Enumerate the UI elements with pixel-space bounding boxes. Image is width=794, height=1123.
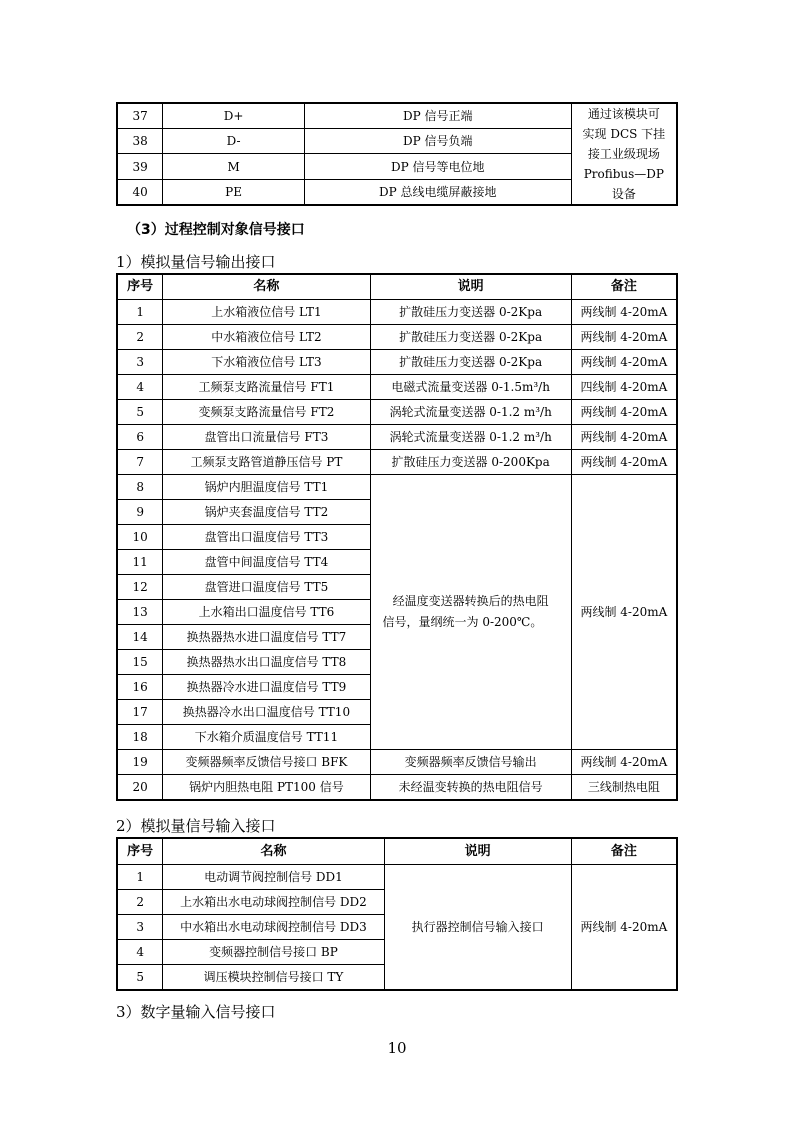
row-desc: 扩散硅压力变送器 0-2Kpa xyxy=(370,350,571,375)
row-name: 换热器热水进口温度信号 TT7 xyxy=(163,625,370,650)
row-no: 17 xyxy=(117,700,163,725)
table-row xyxy=(117,475,677,500)
row-no: 7 xyxy=(117,450,163,475)
sub-2-title: 2）模拟量信号输入接口 xyxy=(116,817,276,835)
row-no: 16 xyxy=(117,675,163,700)
table-row xyxy=(117,325,677,350)
row-no: 6 xyxy=(117,425,163,450)
row-desc: DP 总线电缆屏蔽接地 xyxy=(304,179,571,205)
table-row xyxy=(117,350,677,375)
table-row xyxy=(117,450,677,475)
row-name: 中水箱液位信号 LT2 xyxy=(163,325,370,350)
row-pin: D- xyxy=(163,129,304,154)
note-line: 接工业级现场 xyxy=(587,147,660,161)
dp-pin-table xyxy=(116,102,678,206)
row-desc: 扩散硅压力变送器 0-200Kpa xyxy=(370,450,571,475)
input-desc: 执行器控制信号输入接口 xyxy=(384,865,571,991)
row-no: 19 xyxy=(117,750,163,775)
row-note: 三线制热电阻 xyxy=(571,775,677,801)
row-name: 盘管进口温度信号 TT5 xyxy=(163,575,370,600)
table-row xyxy=(117,400,677,425)
row-no: 14 xyxy=(117,625,163,650)
row-note: 四线制 4-20mA xyxy=(571,375,677,400)
row-name: 换热器冷水进口温度信号 TT9 xyxy=(163,675,370,700)
row-no: 3 xyxy=(117,915,163,940)
col-header: 备注 xyxy=(571,274,677,300)
row-no: 11 xyxy=(117,550,163,575)
row-no: 10 xyxy=(117,525,163,550)
row-desc: 变频器频率反馈信号输出 xyxy=(370,750,571,775)
table-header-row xyxy=(117,274,677,300)
row-name: 工频泵支路管道静压信号 PT xyxy=(163,450,370,475)
row-name: 上水箱出口温度信号 TT6 xyxy=(163,600,370,625)
col-header: 序号 xyxy=(117,838,163,865)
row-pin: PE xyxy=(163,179,304,205)
row-name: 锅炉内胆温度信号 TT1 xyxy=(163,475,370,500)
note-line: Profibus—DP xyxy=(583,167,664,181)
row-name: 调压模块控制信号接口 TY xyxy=(163,965,384,991)
table-row xyxy=(117,103,677,129)
row-no: 1 xyxy=(117,300,163,325)
sub-3-title: 3）数字量输入信号接口 xyxy=(116,1003,276,1021)
row-name: 工频泵支路流量信号 FT1 xyxy=(163,375,370,400)
row-desc: 涡轮式流量变送器 0-1.2 m³/h xyxy=(370,400,571,425)
row-no: 8 xyxy=(117,475,163,500)
row-name: 换热器热水出口温度信号 TT8 xyxy=(163,650,370,675)
row-no: 39 xyxy=(117,154,163,179)
table-row xyxy=(117,775,677,801)
col-header: 序号 xyxy=(117,274,163,300)
analog-input-table xyxy=(116,837,678,991)
row-desc: DP 信号负端 xyxy=(304,129,571,154)
col-header: 名称 xyxy=(163,838,384,865)
temp-desc-line: 信号，量纲统一为 0-200℃。 xyxy=(382,615,543,629)
dp-note xyxy=(571,103,677,205)
row-name: 下水箱液位信号 LT3 xyxy=(163,350,370,375)
row-desc: DP 信号等电位地 xyxy=(304,154,571,179)
row-name: 锅炉内胆热电阻 PT100 信号 xyxy=(163,775,370,801)
row-no: 15 xyxy=(117,650,163,675)
row-no: 9 xyxy=(117,500,163,525)
row-no: 2 xyxy=(117,890,163,915)
row-desc: 扩散硅压力变送器 0-2Kpa xyxy=(370,300,571,325)
note-line: 实现 DCS 下挂 xyxy=(582,127,666,141)
row-note: 两线制 4-20mA xyxy=(571,300,677,325)
analog-output-table xyxy=(116,273,678,801)
row-pin: D+ xyxy=(163,103,304,129)
row-pin: M xyxy=(163,154,304,179)
row-no: 4 xyxy=(117,375,163,400)
row-desc: 扩散硅压力变送器 0-2Kpa xyxy=(370,325,571,350)
note-line: 设备 xyxy=(611,187,636,201)
sub-1-title: 1）模拟量信号输出接口 xyxy=(116,253,276,271)
row-no: 5 xyxy=(117,400,163,425)
row-note: 两线制 4-20mA xyxy=(571,750,677,775)
row-desc: 涡轮式流量变送器 0-1.2 m³/h xyxy=(370,425,571,450)
row-name: 变频器频率反馈信号接口 BFK xyxy=(163,750,370,775)
table-row xyxy=(117,425,677,450)
row-no: 5 xyxy=(117,965,163,991)
table-row xyxy=(117,300,677,325)
table-row xyxy=(117,750,677,775)
table-row xyxy=(117,375,677,400)
row-name: 中水箱出水电动球阀控制信号 DD3 xyxy=(163,915,384,940)
row-name: 盘管中间温度信号 TT4 xyxy=(163,550,370,575)
row-name: 换热器冷水出口温度信号 TT10 xyxy=(163,700,370,725)
temp-note: 两线制 4-20mA xyxy=(571,475,677,750)
row-no: 13 xyxy=(117,600,163,625)
row-name: 盘管出口温度信号 TT3 xyxy=(163,525,370,550)
page-number: 10 xyxy=(387,1039,407,1057)
row-no: 20 xyxy=(117,775,163,801)
row-no: 3 xyxy=(117,350,163,375)
row-no: 12 xyxy=(117,575,163,600)
section-3-title: （3）过程控制对象信号接口 xyxy=(127,222,305,238)
table-row xyxy=(117,865,677,890)
row-note: 两线制 4-20mA xyxy=(571,350,677,375)
row-note: 两线制 4-20mA xyxy=(571,450,677,475)
row-no: 1 xyxy=(117,865,163,890)
row-note: 两线制 4-20mA xyxy=(571,325,677,350)
row-no: 2 xyxy=(117,325,163,350)
row-name: 变频泵支路流量信号 FT2 xyxy=(163,400,370,425)
row-name: 电动调节阀控制信号 DD1 xyxy=(163,865,384,890)
row-note: 两线制 4-20mA xyxy=(571,425,677,450)
row-name: 下水箱介质温度信号 TT11 xyxy=(163,725,370,750)
row-name: 盘管出口流量信号 FT3 xyxy=(163,425,370,450)
row-name: 锅炉夹套温度信号 TT2 xyxy=(163,500,370,525)
row-no: 4 xyxy=(117,940,163,965)
row-no: 38 xyxy=(117,129,163,154)
row-desc: DP 信号正端 xyxy=(304,103,571,129)
input-note: 两线制 4-20mA xyxy=(571,865,677,991)
row-desc: 电磁式流量变送器 0-1.5m³/h xyxy=(370,375,571,400)
col-header: 备注 xyxy=(571,838,677,865)
note-line: 通过该模块可 xyxy=(587,107,660,121)
col-header: 说明 xyxy=(370,274,571,300)
row-no: 37 xyxy=(117,103,163,129)
table-header-row xyxy=(117,838,677,865)
row-name: 上水箱出水电动球阀控制信号 DD2 xyxy=(163,890,384,915)
temp-desc-line: 经温度变送器转换后的热电阻 xyxy=(392,594,549,608)
row-name: 上水箱液位信号 LT1 xyxy=(163,300,370,325)
temp-desc xyxy=(370,475,571,750)
row-desc: 未经温变转换的热电阻信号 xyxy=(370,775,571,801)
row-no: 40 xyxy=(117,179,163,205)
col-header: 说明 xyxy=(384,838,571,865)
col-header: 名称 xyxy=(163,274,370,300)
row-note: 两线制 4-20mA xyxy=(571,400,677,425)
row-name: 变频器控制信号接口 BP xyxy=(163,940,384,965)
row-no: 18 xyxy=(117,725,163,750)
